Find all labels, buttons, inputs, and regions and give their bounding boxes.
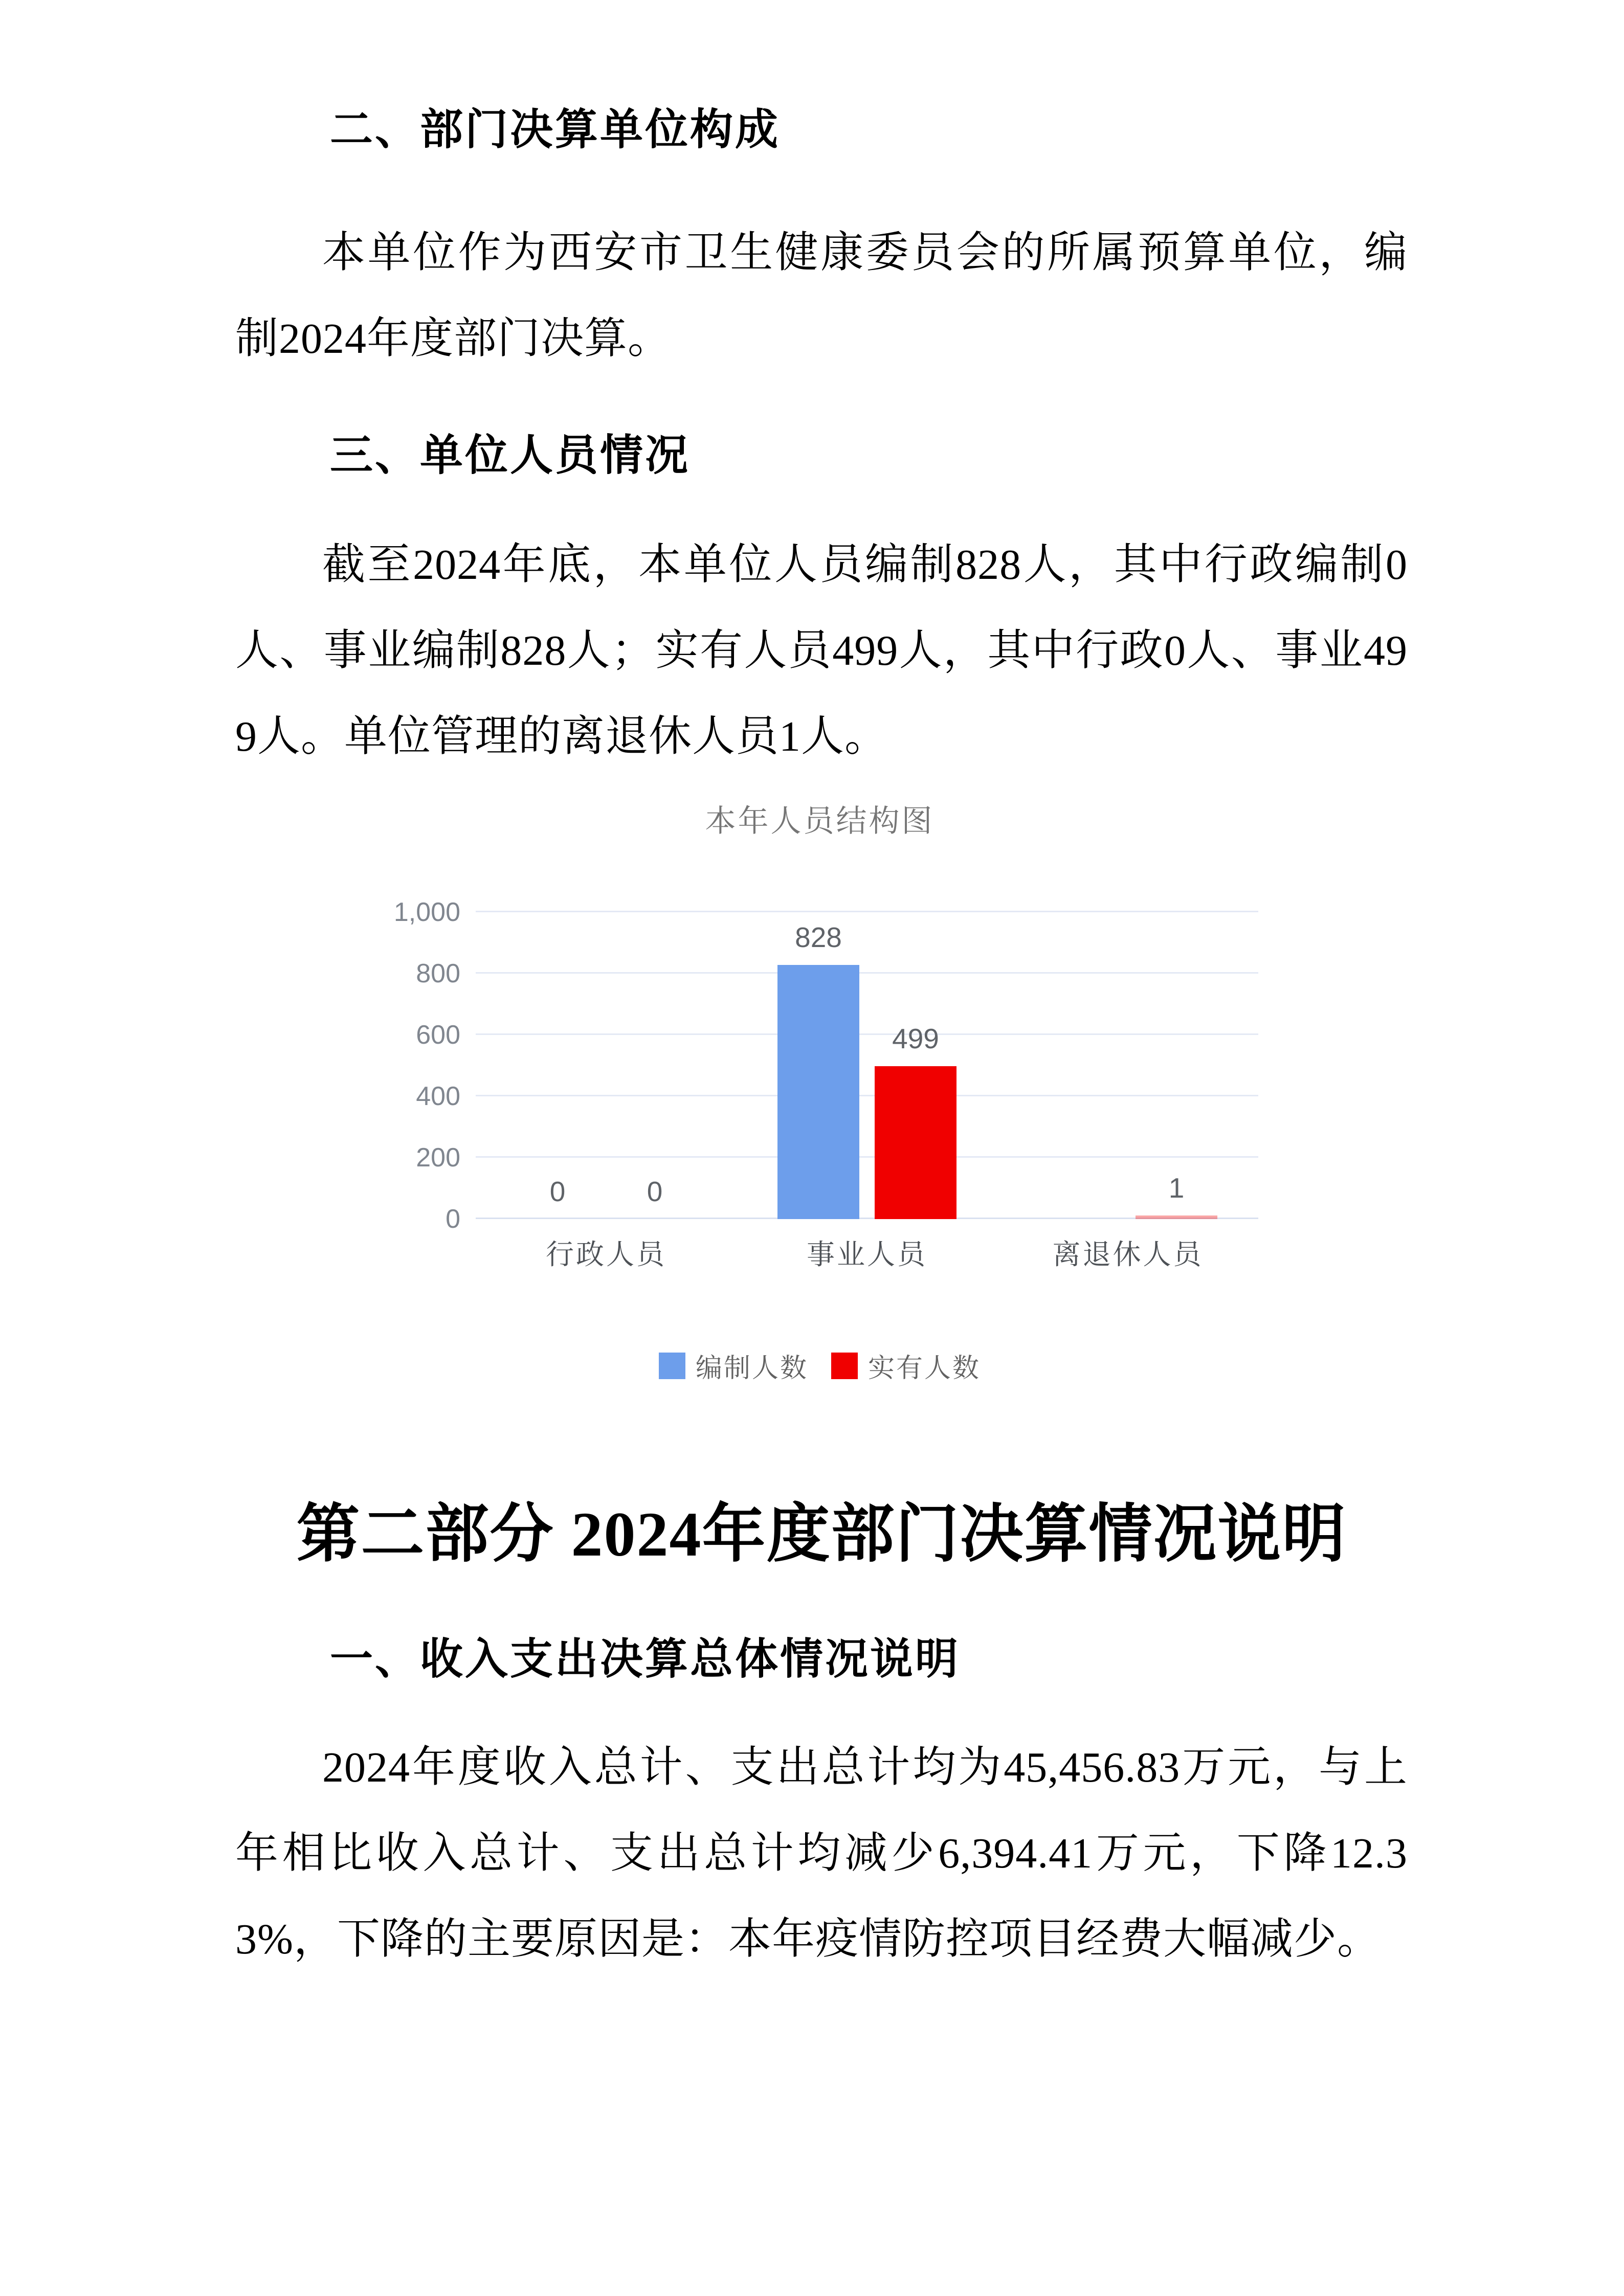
chart-x-axis (476, 1232, 1258, 1272)
chart-y-axis (381, 897, 476, 1234)
chart-area (381, 897, 1258, 1234)
legend-label: 实有人数 (868, 1354, 981, 1383)
chart-legend (381, 1346, 1258, 1385)
legend-label: 编制人数 (695, 1354, 808, 1383)
bar-value-label: 0 (647, 1176, 663, 1207)
bar-value-label: 1 (1168, 1172, 1185, 1204)
bar-slot (1038, 912, 1120, 1219)
paragraph-personnel: 截至2024年底，本单位人员编制828人，其中行政编制0人、事业编制828人；实有人员499人，其中行政0人、事业499人。单位管理的离退休人员1人。 (235, 541, 1408, 760)
bar (1136, 1215, 1217, 1219)
section-heading-revenue-expenditure: 一、收入支出决算总体情况说明 (330, 1635, 961, 1683)
bar-slot (1136, 912, 1217, 1219)
y-tick-label: 1,000 (393, 897, 460, 927)
chart-title: 本年人员结构图 (705, 804, 935, 838)
bar-value-label: 0 (549, 1176, 566, 1207)
bar-slot (614, 912, 696, 1219)
chart-plot (476, 912, 1258, 1219)
x-axis-label: 离退休人员 (1052, 1239, 1204, 1270)
bar (875, 1066, 956, 1219)
x-axis-label: 事业人员 (806, 1239, 927, 1270)
section-heading-unit-composition: 二、部门决算单位构成 (330, 105, 781, 153)
bar-group (737, 912, 997, 1219)
section-heading-personnel: 三、单位人员情况 (330, 431, 691, 479)
paragraph-unit-composition: 本单位作为西安市卫生健康委员会的所属预算单位，编制2024年度部门决算。 (235, 229, 1408, 363)
y-tick-label: 600 (416, 1020, 460, 1050)
bar-value-label: 499 (892, 1022, 939, 1054)
bar-slot (517, 912, 598, 1219)
y-tick-label: 0 (446, 1204, 460, 1234)
part-two-heading: 第二部分 2024年度部门决算情况说明 (296, 1499, 1347, 1569)
legend-swatch (659, 1353, 685, 1379)
y-tick-label: 200 (416, 1143, 460, 1173)
bar (777, 965, 859, 1219)
bar-slot (777, 912, 859, 1219)
bar-value-label: 828 (795, 921, 842, 954)
x-axis-label: 行政人员 (545, 1239, 666, 1270)
legend-item-establishment (659, 1346, 808, 1385)
bar-group (476, 912, 737, 1219)
bar-group (997, 912, 1258, 1219)
legend-item-actual (831, 1346, 981, 1385)
y-tick-label: 800 (416, 959, 460, 988)
bar-slot (875, 912, 956, 1219)
personnel-bar-chart (235, 797, 1408, 1385)
y-tick-label: 400 (416, 1082, 460, 1111)
paragraph-revenue-expenditure: 2024年度收入总计、支出总计均为45,456.83万元，与上年相比收入总计、支出总计均减少6,394.41万元，下降12.33%，下降的主要原因是：本年疫情防控项目经费大幅减少。 (235, 1744, 1408, 1963)
legend-swatch (831, 1353, 858, 1379)
